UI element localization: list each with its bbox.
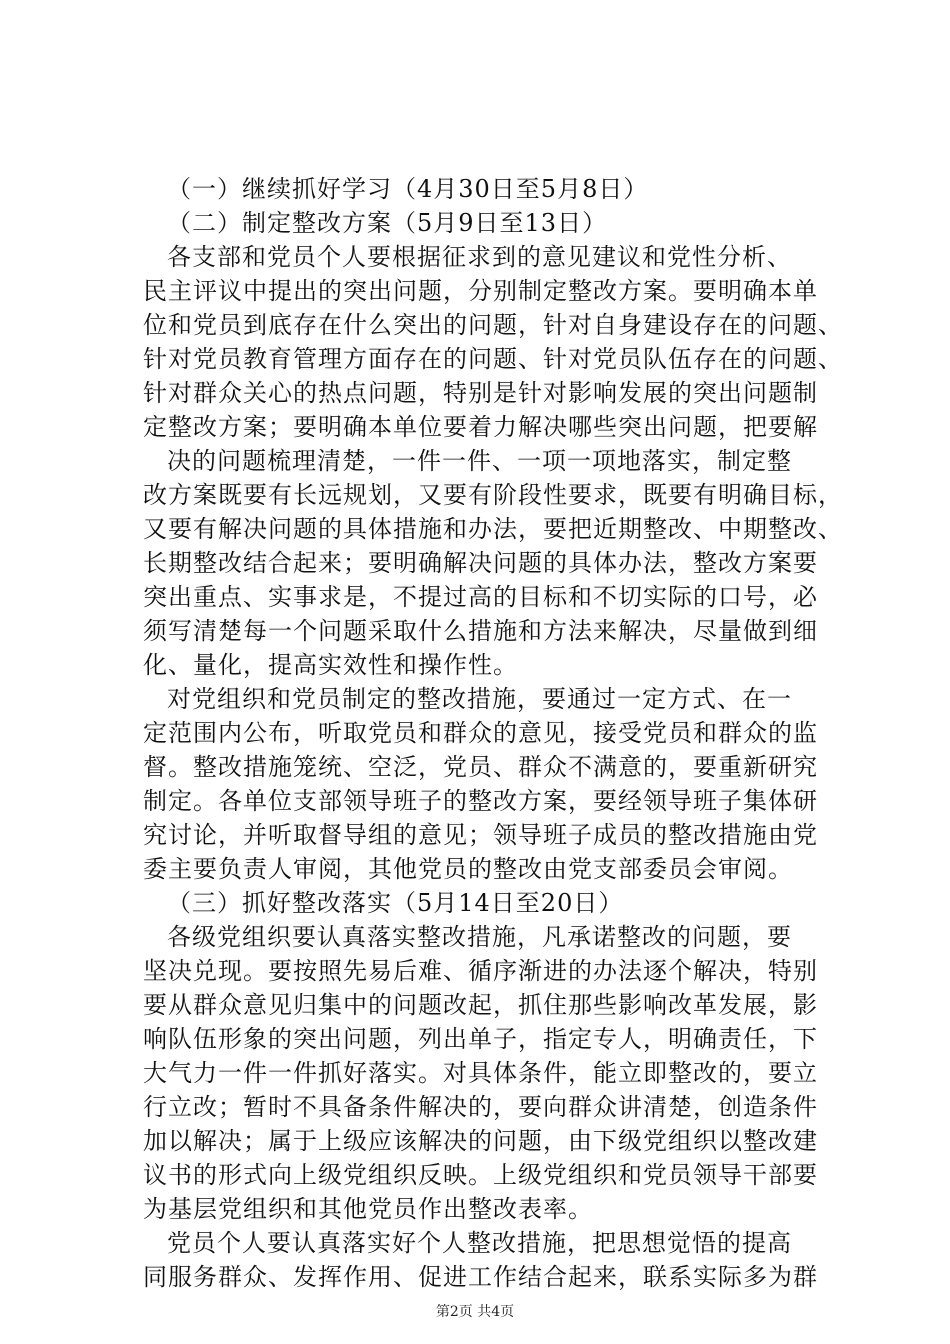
paragraph-line: 针对党员教育管理方面存在的问题、针对党员队伍存在的问题、	[143, 345, 843, 373]
paragraph-line: 同服务群众、发挥作用、促进工作结合起来，联系实际多为群	[143, 1263, 818, 1291]
paragraph-line: 针对群众关心的热点问题，特别是针对影响发展的突出问题制	[143, 379, 818, 407]
paragraph-line: 议书的形式向上级党组织反映。上级党组织和党员领导干部要	[143, 1161, 818, 1189]
paragraph-line: 党员个人要认真落实好个人整改措施，把思想觉悟的提高	[167, 1229, 792, 1257]
paragraph-line: 定范围内公布，听取党员和群众的意见，接受党员和群众的监	[143, 719, 818, 747]
paragraph-line: 各级党组织要认真落实整改措施，凡承诺整改的问题，要	[167, 923, 792, 951]
paragraph-line: 民主评议中提出的突出问题，分别制定整改方案。要明确本单	[143, 277, 818, 305]
paragraph-line: 各支部和党员个人要根据征求到的意见建议和党性分析、	[167, 243, 792, 271]
paragraph-line: 定整改方案；要明确本单位要着力解决哪些突出问题，把要解	[143, 413, 818, 441]
paragraph-line: 突出重点、实事求是，不提过高的目标和不切实际的口号，必	[143, 583, 818, 611]
section-heading-3: （三）抓好整改落实（5月14日至20日）	[167, 889, 624, 917]
paragraph-line: 大气力一件一件抓好落实。对具体条件，能立即整改的，要立	[143, 1059, 818, 1087]
paragraph-line: 又要有解决问题的具体措施和办法，要把近期整改、中期整改、	[143, 515, 843, 543]
paragraph-line: 化、量化，提高实效性和操作性。	[143, 651, 518, 679]
paragraph-line: 须写清楚每一个问题采取什么措施和方法来解决，尽量做到细	[143, 617, 818, 645]
paragraph-line: 改方案既要有长远规划，又要有阶段性要求，既要有明确目标，	[143, 481, 843, 509]
paragraph-line: 决的问题梳理清楚，一件一件、一项一项地落实，制定整	[167, 447, 792, 475]
paragraph-line: 究讨论，并听取督导组的意见；领导班子成员的整改措施由党	[143, 821, 818, 849]
paragraph-line: 要从群众意见归集中的问题改起，抓住那些影响改革发展，影	[143, 991, 818, 1019]
paragraph-line: 行立改；暂时不具备条件解决的，要向群众讲清楚，创造条件	[143, 1093, 818, 1121]
paragraph-line: 长期整改结合起来；要明确解决问题的具体办法，整改方案要	[143, 549, 818, 577]
paragraph-line: 委主要负责人审阅，其他党员的整改由党支部委员会审阅。	[143, 855, 793, 883]
paragraph-line: 位和党员到底存在什么突出的问题，针对自身建设存在的问题、	[143, 311, 843, 339]
paragraph-line: 制定。各单位支部领导班子的整改方案，要经领导班子集体研	[143, 787, 818, 815]
page-footer: 第2页 共4页	[435, 1304, 515, 1320]
paragraph-line: 对党组织和党员制定的整改措施，要通过一定方式、在一	[167, 685, 792, 713]
paragraph-line: 为基层党组织和其他党员作出整改表率。	[143, 1195, 593, 1223]
paragraph-line: 加以解决；属于上级应该解决的问题，由下级党组织以整改建	[143, 1127, 818, 1155]
paragraph-line: 坚决兑现。要按照先易后难、循序渐进的办法逐个解决，特别	[143, 957, 818, 985]
paragraph-line: 响队伍形象的突出问题，列出单子，指定专人，明确责任，下	[143, 1025, 818, 1053]
paragraph-line: 督。整改措施笼统、空泛，党员、群众不满意的，要重新研究	[143, 753, 818, 781]
section-heading-1: （一）继续抓好学习（4月30日至5月8日）	[167, 175, 649, 203]
section-heading-2: （二）制定整改方案（5月9日至13日）	[167, 209, 608, 237]
